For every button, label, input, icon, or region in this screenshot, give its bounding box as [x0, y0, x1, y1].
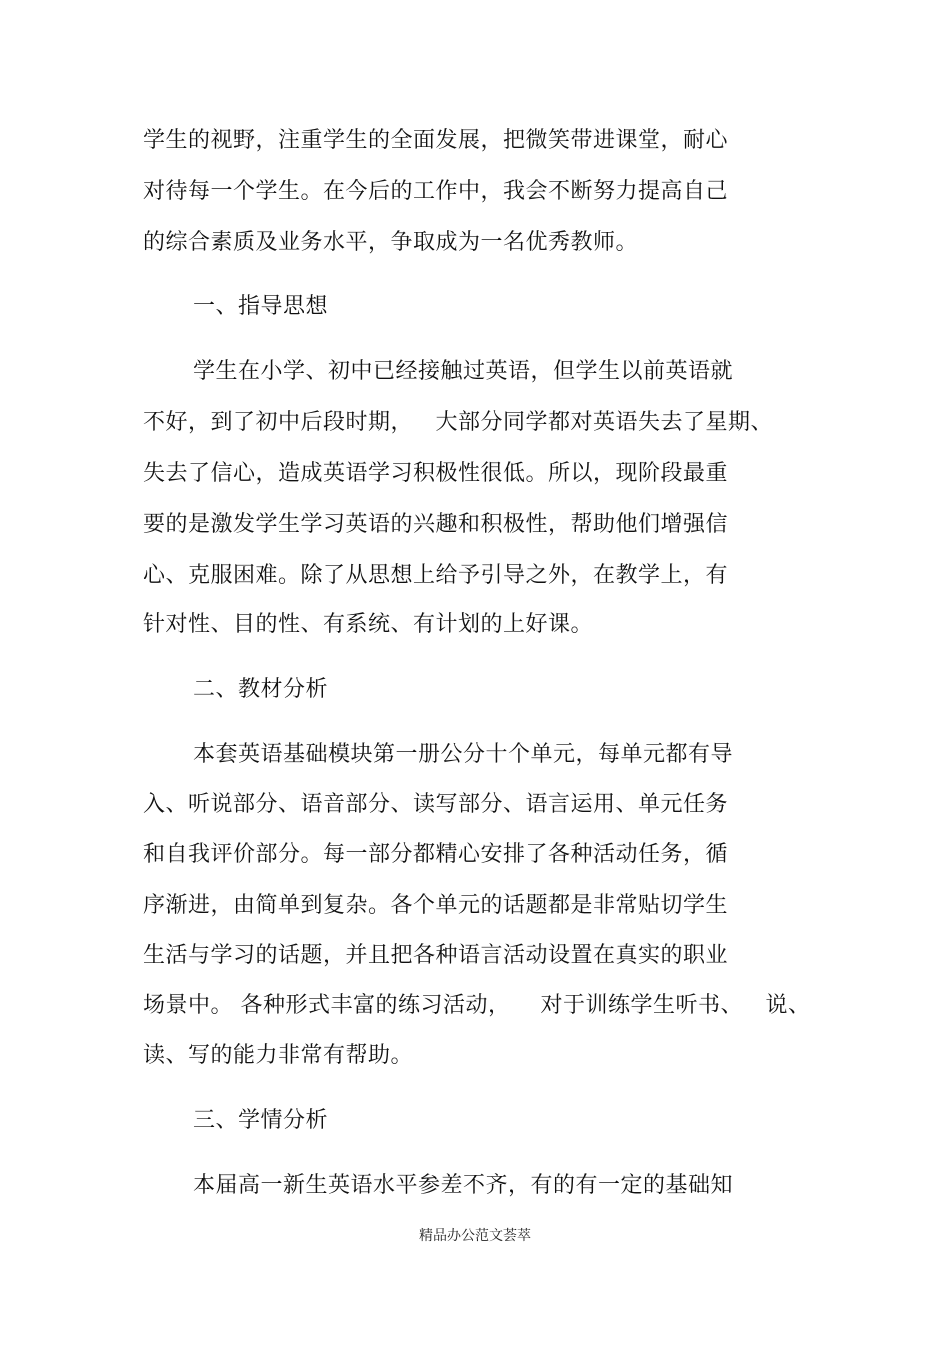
text-line: 要的是激发学生学习英语的兴趣和积极性，帮助他们增强信: [143, 512, 729, 537]
text-line: 针对性、目的性、有系统、有计划的上好课。: [143, 612, 594, 637]
text-line: 学生的视野，注重学生的全面发展，把微笑带进课堂，耐心: [143, 128, 729, 153]
text-line: 本套英语基础模块第一册公分十个单元，每单元都有导: [193, 742, 734, 767]
text-line: 序渐进，由简单到复杂。各个单元的话题都是非常贴切学生: [143, 893, 729, 918]
text-line: 不好，到了初中后段时期， 大部分同学都对英语失去了星期、: [143, 410, 773, 435]
section-heading-textbook-analysis: 二、教材分析: [193, 677, 329, 702]
text-line: 场景中。 各种形式丰富的练习活动， 对于训练学生听书、 说、: [143, 993, 811, 1018]
text-line: 心、克服困难。除了从思想上给予引导之外，在教学上，有: [143, 563, 729, 588]
text-line: 读、写的能力非常有帮助。: [143, 1043, 414, 1068]
text-line: 本届高一新生英语水平参差不齐，有的有一定的基础知: [193, 1173, 734, 1198]
page-footer: 精品办公范文荟萃: [419, 1228, 531, 1244]
text-line: 生活与学习的话题，并且把各种语言活动设置在真实的职业: [143, 943, 729, 968]
text-line: 入、听说部分、语音部分、读写部分、语言运用、单元任务: [143, 792, 729, 817]
section-heading-guiding-thought: 一、指导思想: [193, 294, 329, 319]
text-line: 的综合素质及业务水平，争取成为一名优秀教师。: [143, 230, 639, 255]
text-line: 学生在小学、初中已经接触过英语，但学生以前英语就: [193, 359, 734, 384]
text-line: 对待每一个学生。在今后的工作中，我会不断努力提高自己: [143, 179, 729, 204]
text-line: 和自我评价部分。每一部分都精心安排了各种活动任务，循: [143, 842, 729, 867]
text-line: 失去了信心，造成英语学习积极性很低。所以，现阶段最重: [143, 461, 729, 486]
section-heading-student-analysis: 三、学情分析: [193, 1108, 329, 1133]
